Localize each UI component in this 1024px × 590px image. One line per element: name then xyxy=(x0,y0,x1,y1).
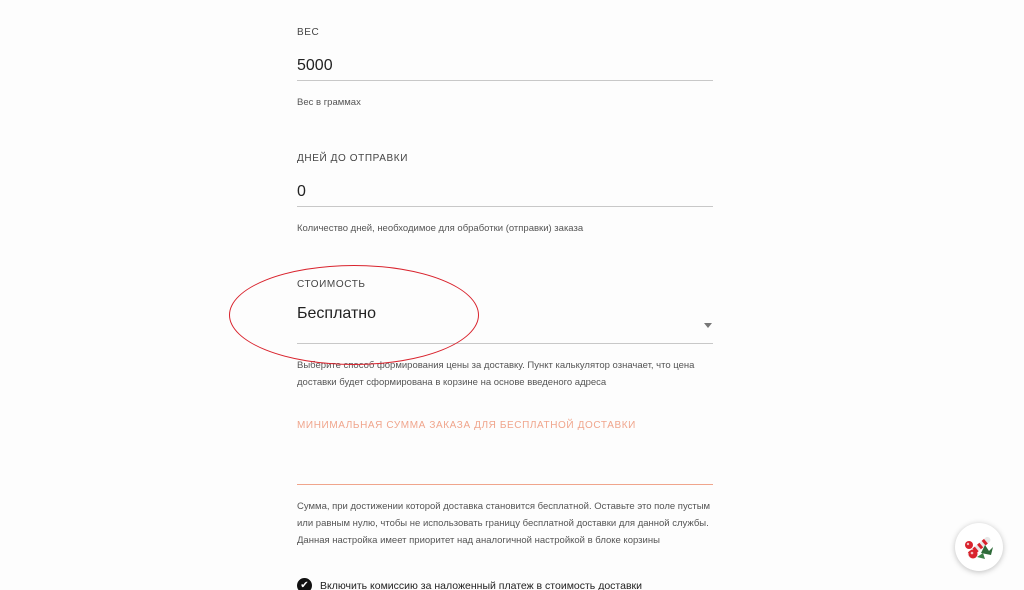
cod-commission-label: Включить комиссию за наложенный платеж в стоимость доставки xyxy=(320,579,642,590)
cod-commission-row[interactable] xyxy=(297,578,642,590)
cost-help xyxy=(297,357,713,391)
days-to-ship-field xyxy=(297,153,713,237)
min-order-help-line: Данная настройка имеет приоритет над аналогичной настройкой в блоке корзины xyxy=(297,535,660,546)
cost-help-line: Выберите способ формирования цены за доставку. Пункт калькулятор означает, что цена xyxy=(297,360,695,371)
weight-label: ВЕС xyxy=(297,27,320,38)
min-order-field xyxy=(297,420,713,549)
cost-selected-value: Бесплатно xyxy=(297,305,377,322)
min-order-label: МИНИМАЛЬНАЯ СУММА ЗАКАЗА ДЛЯ БЕСПЛАТНОЙ ДОСТАВКИ xyxy=(297,420,636,431)
weight-input[interactable] xyxy=(297,51,713,81)
cost-field xyxy=(297,279,713,391)
days-to-ship-input[interactable] xyxy=(297,177,713,207)
days-to-ship-help: Количество дней, необходимое для обработки (отправки) заказа xyxy=(297,223,584,234)
min-order-help xyxy=(297,498,713,549)
min-order-help-line: или равным нулю, чтобы не использовать границу бесплатной доставки для данной службы. xyxy=(297,518,709,529)
chevron-down-icon[interactable] xyxy=(704,323,712,328)
cost-label: СТОИМОСТЬ xyxy=(297,279,366,290)
min-order-help-line: Сумма, при достижении которой доставка становится бесплатной. Оставьте это поле пустым xyxy=(297,501,711,512)
weight-field xyxy=(297,27,713,111)
cost-select[interactable] xyxy=(297,303,713,344)
weight-help: Вес в граммах xyxy=(297,97,361,108)
checkmark-icon[interactable]: ✔ xyxy=(297,578,312,590)
holiday-decoration-icon xyxy=(955,523,1003,571)
min-order-input[interactable] xyxy=(297,444,713,485)
floating-widget-button[interactable] xyxy=(955,523,1003,571)
cost-help-line: доставки будет сформирована в корзине на основе введеного адреса xyxy=(297,377,607,388)
days-to-ship-label: ДНЕЙ ДО ОТПРАВКИ xyxy=(297,153,408,164)
